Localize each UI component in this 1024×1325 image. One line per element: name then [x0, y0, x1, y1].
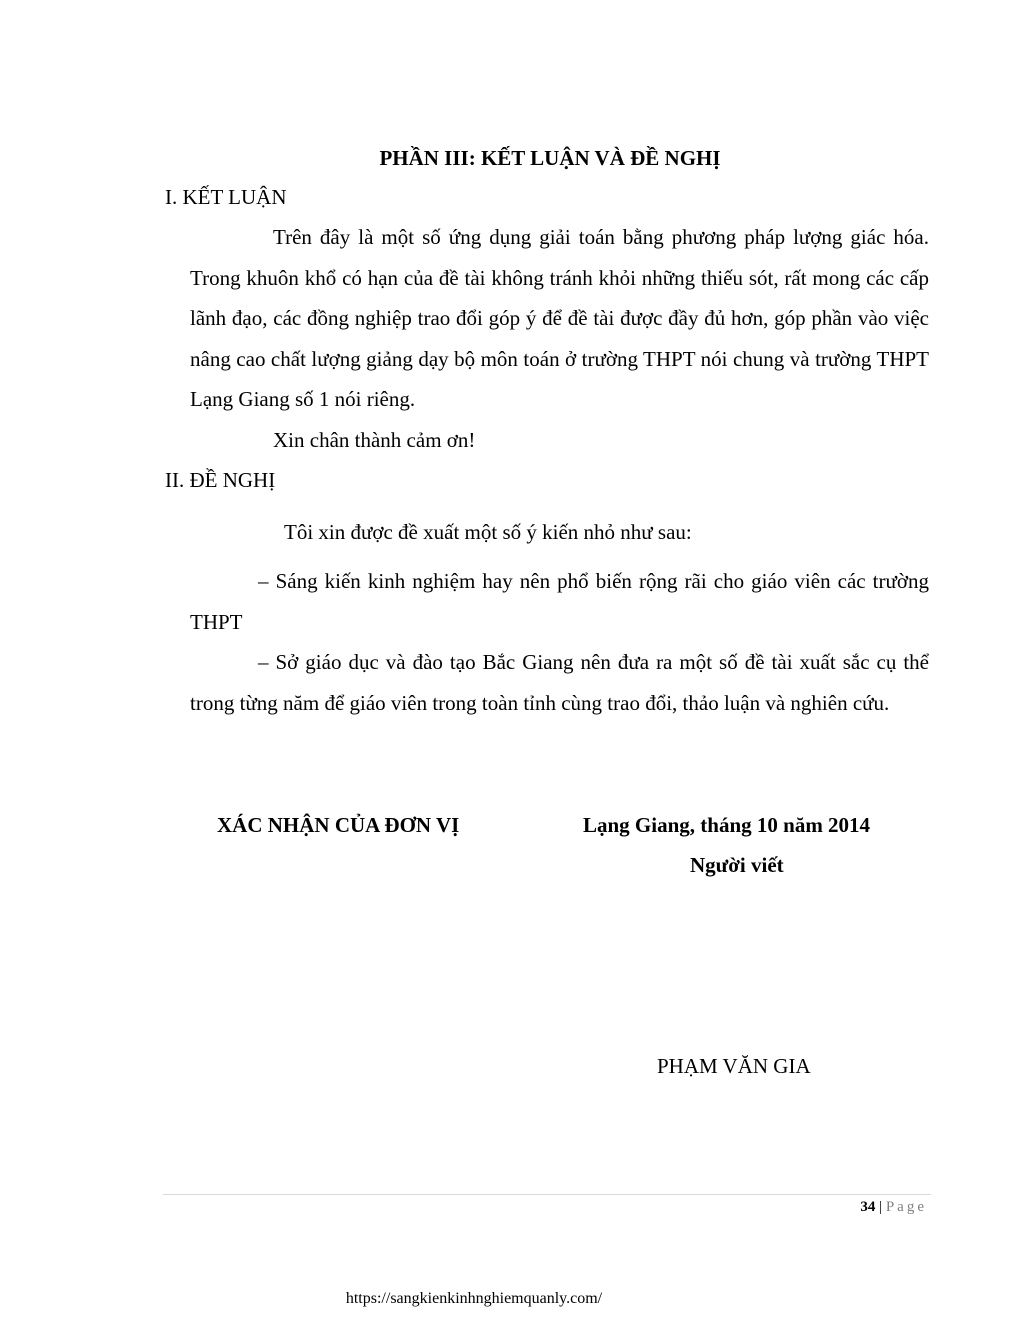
footer-divider	[163, 1194, 931, 1195]
page-number: 34	[860, 1199, 876, 1215]
author-name: PHẠM VĂN GIA	[657, 1054, 811, 1078]
page-title: PHẦN III: KẾT LUẬN VÀ ĐỀ NGHỊ	[379, 146, 721, 170]
place-date: Lạng Giang, tháng 10 năm 2014	[583, 813, 871, 837]
writer-label: Người viết	[690, 853, 784, 877]
proposal-item-1: – Sáng kiến kinh nghiệm hay nên phổ biến rộng rãi cho giáo viên các trường THPT	[190, 569, 929, 634]
thanks-line: Xin chân thành cảm ơn!	[273, 428, 476, 452]
source-url: https://sangkienkinhnghiemquanly.com/	[345, 1290, 603, 1307]
page-separator: |	[879, 1199, 883, 1215]
section-heading-proposal: II. ĐỀ NGHỊ	[165, 468, 276, 492]
section-heading-conclusion: I. KẾT LUẬN	[165, 185, 287, 209]
page-label: Page	[885, 1199, 927, 1215]
unit-confirmation-label: XÁC NHẬN CỦA ĐƠN VỊ	[217, 813, 460, 837]
conclusion-paragraph: Trên đây là một số ứng dụng giải toán bằng phương pháp lượng giác hóa. Trong khuôn khổ có hạn của đề tài không tránh khỏi những thiếu sót, rất mong các cấp lãnh đạo, các đồng nghiệp trao đổi góp ý để đề tài được đầy đủ hơn, góp phần vào việc nâng cao chất lượng giảng dạy bộ môn toán ở trường THPT nói chung và trường THPT Lạng Giang số 1 nói riêng.	[190, 225, 929, 411]
proposal-intro: Tôi xin được đề xuất một số ý kiến nhỏ như sau:	[284, 520, 692, 544]
proposal-item-2: – Sở giáo dục và đào tạo Bắc Giang nên đưa ra một số đề tài xuất sắc cụ thể trong từng năm để giáo viên trong toàn tỉnh cùng trao đổi, thảo luận và nghiên cứu.	[190, 650, 929, 715]
page-number-footer	[860, 1199, 927, 1216]
